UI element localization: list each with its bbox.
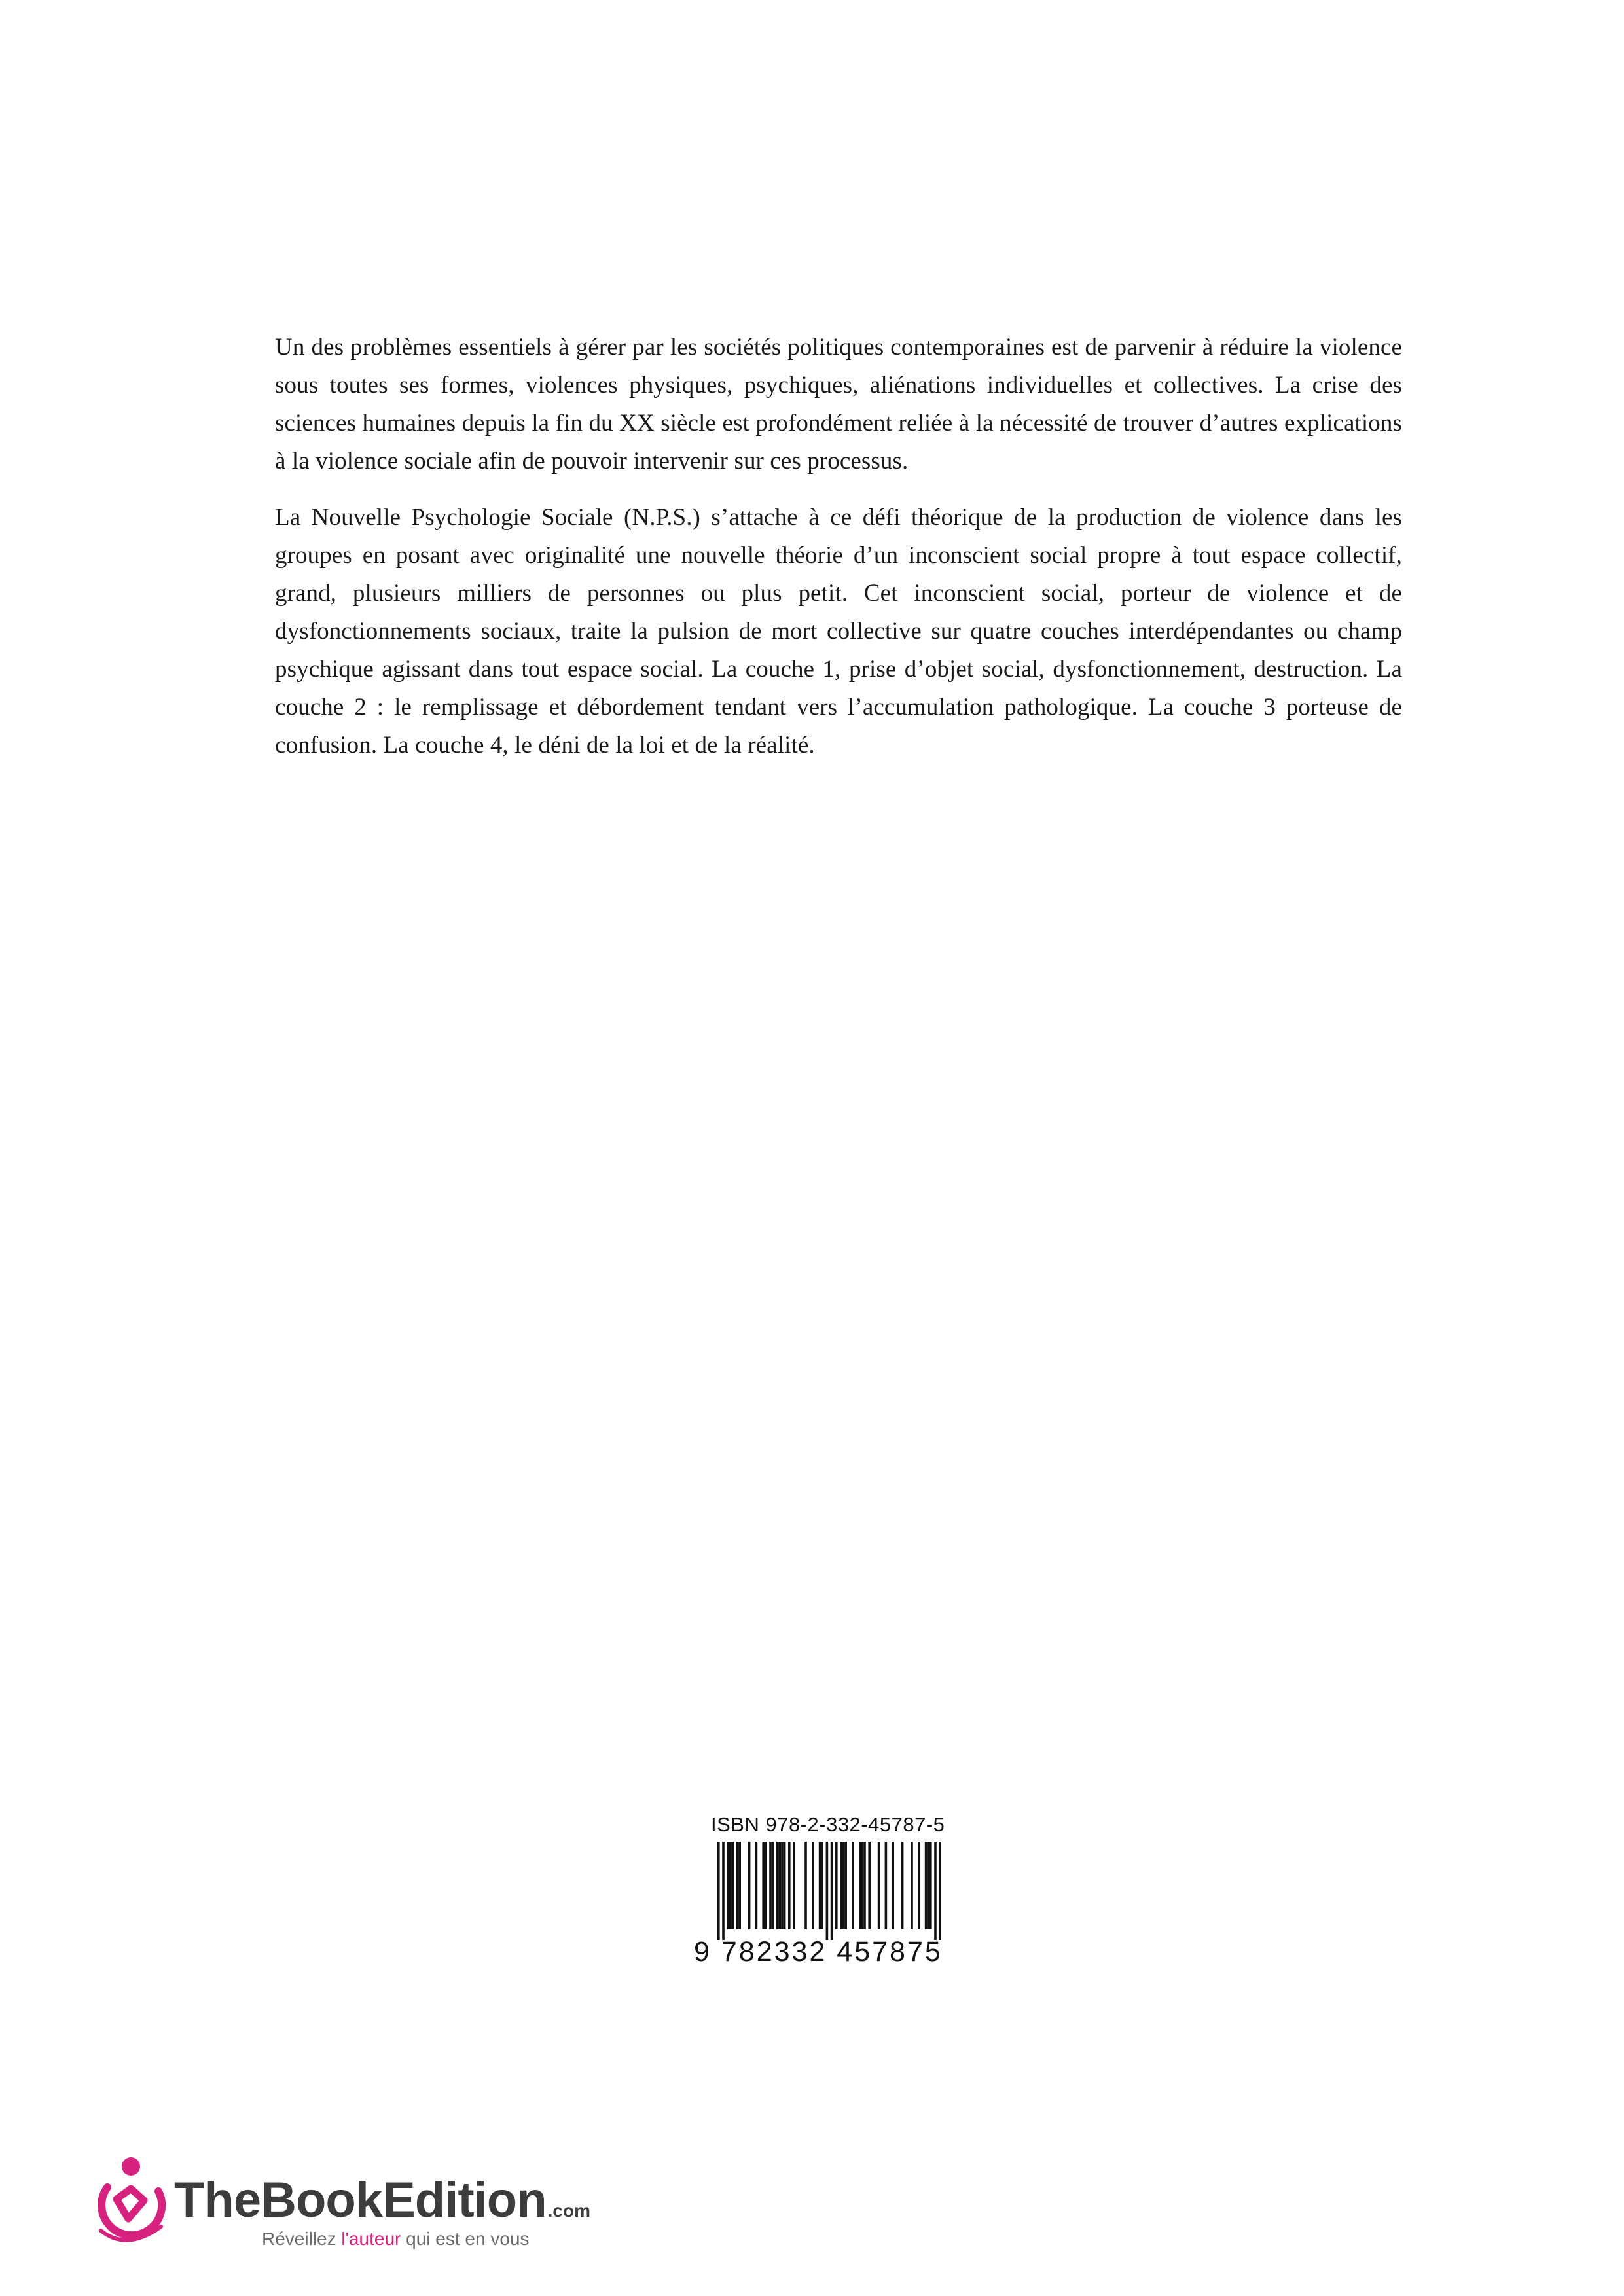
summary-paragraph-2: La Nouvelle Psychologie Sociale (N.P.S.) s’attache à ce défi théorique de la production de violence dans les groupes en posant avec originalité une nouvelle théorie d’un inconscient social propre à tout espace collectif, grand, plusieurs milliers de personnes ou plus petit. Cet inconscient social, porteur de violence et de dysfonctionnements sociaux, traite la pulsion de mort collective sur quatre couches interdépendantes ou champ psychique agissant dans tout espace social. La couche 1, prise d’objet social, dysfonctionnement, destruction. La couche 2 : le remplissage et débordement tendant vers l’accumulation pathologique. La couche 3 porteuse de confusion. La couche 4, le déni de la loi et de la réalité. <box>275 504 1402 759</box>
barcode-bar <box>732 1842 734 1929</box>
barcode-bar <box>812 1842 814 1929</box>
barcode-bar <box>934 1842 937 1940</box>
brand-domain: .com <box>547 2200 590 2221</box>
barcode-bar <box>861 1842 864 1929</box>
barcode-bar <box>863 1842 866 1929</box>
barcode-bar <box>918 1842 920 1929</box>
barcode-bar <box>722 1842 725 1940</box>
barcode-bar <box>911 1842 913 1929</box>
summary-paragraph-1: Un des problèmes essentiels à gérer par les sociétés politiques contemporaines est de parvenir à réduire la violence sous toutes ses formes, violences physiques, psychiques, aliénations individuelles et collectives. La crise des sciences humaines depuis la fin du XX siècle est profondément reliée à la nécessité de trouver d’autres explications à la violence sociale afin de pouvoir intervenir sur ces processus. <box>275 334 1402 475</box>
publisher-tagline <box>262 2229 529 2249</box>
barcode-bar <box>762 1842 765 1929</box>
barcode-bar <box>844 1842 847 1929</box>
barcode-bar <box>755 1842 758 1929</box>
barcode-bar <box>819 1842 821 1929</box>
barcode-bar <box>927 1842 929 1929</box>
tagline-start: Réveillez <box>262 2229 342 2249</box>
barcode-bar <box>826 1842 829 1940</box>
barcode-bar <box>784 1842 786 1929</box>
barcode-bar <box>727 1842 729 1929</box>
barcode-bar <box>729 1842 732 1929</box>
barcode-bar <box>901 1842 904 1929</box>
isbn-label: ISBN 978-2-332-45787-5 <box>711 1813 945 1836</box>
barcode-bar <box>781 1842 784 1929</box>
barcode-bar <box>772 1842 774 1929</box>
barcode-bar <box>842 1842 845 1929</box>
barcode-bar <box>769 1842 772 1929</box>
barcode-bar <box>821 1842 823 1929</box>
barcode-bar <box>804 1842 807 1929</box>
barcode-bar <box>835 1842 838 1929</box>
barcode-bar <box>738 1842 741 1929</box>
barcode-bar <box>885 1842 888 1929</box>
barcode-bar <box>840 1842 842 1929</box>
barcode-bar <box>925 1842 928 1929</box>
barcode-bar <box>776 1842 779 1929</box>
publisher-logo <box>88 2153 624 2251</box>
barcode-bar <box>736 1842 739 1929</box>
barcode-bar <box>939 1842 941 1940</box>
barcode-bar <box>852 1842 854 1929</box>
barcode-bar <box>793 1842 795 1929</box>
isbn-block <box>694 1813 969 1966</box>
barcode-bar <box>892 1842 894 1929</box>
summary-text <box>275 329 1402 783</box>
barcode-bar <box>868 1842 871 1929</box>
person-circle-icon <box>88 2153 173 2251</box>
barcode <box>694 1842 956 1940</box>
tagline-end: qui est en vous <box>401 2229 530 2249</box>
barcode-bar <box>859 1842 861 1929</box>
publisher-brand <box>174 2174 590 2237</box>
barcode-bar <box>765 1842 767 1929</box>
barcode-digits: 9 782332 457875 <box>694 1936 943 1967</box>
barcode-bar <box>748 1842 751 1929</box>
barcode-bar <box>878 1842 880 1929</box>
tagline-accent: l'auteur <box>341 2229 401 2249</box>
barcode-bar <box>779 1842 782 1929</box>
barcode-bar <box>788 1842 791 1929</box>
barcode-bar <box>929 1842 932 1929</box>
barcode-bar <box>717 1842 720 1940</box>
barcode-bar <box>831 1842 833 1940</box>
brand-name: TheBookEdition <box>174 2172 547 2228</box>
